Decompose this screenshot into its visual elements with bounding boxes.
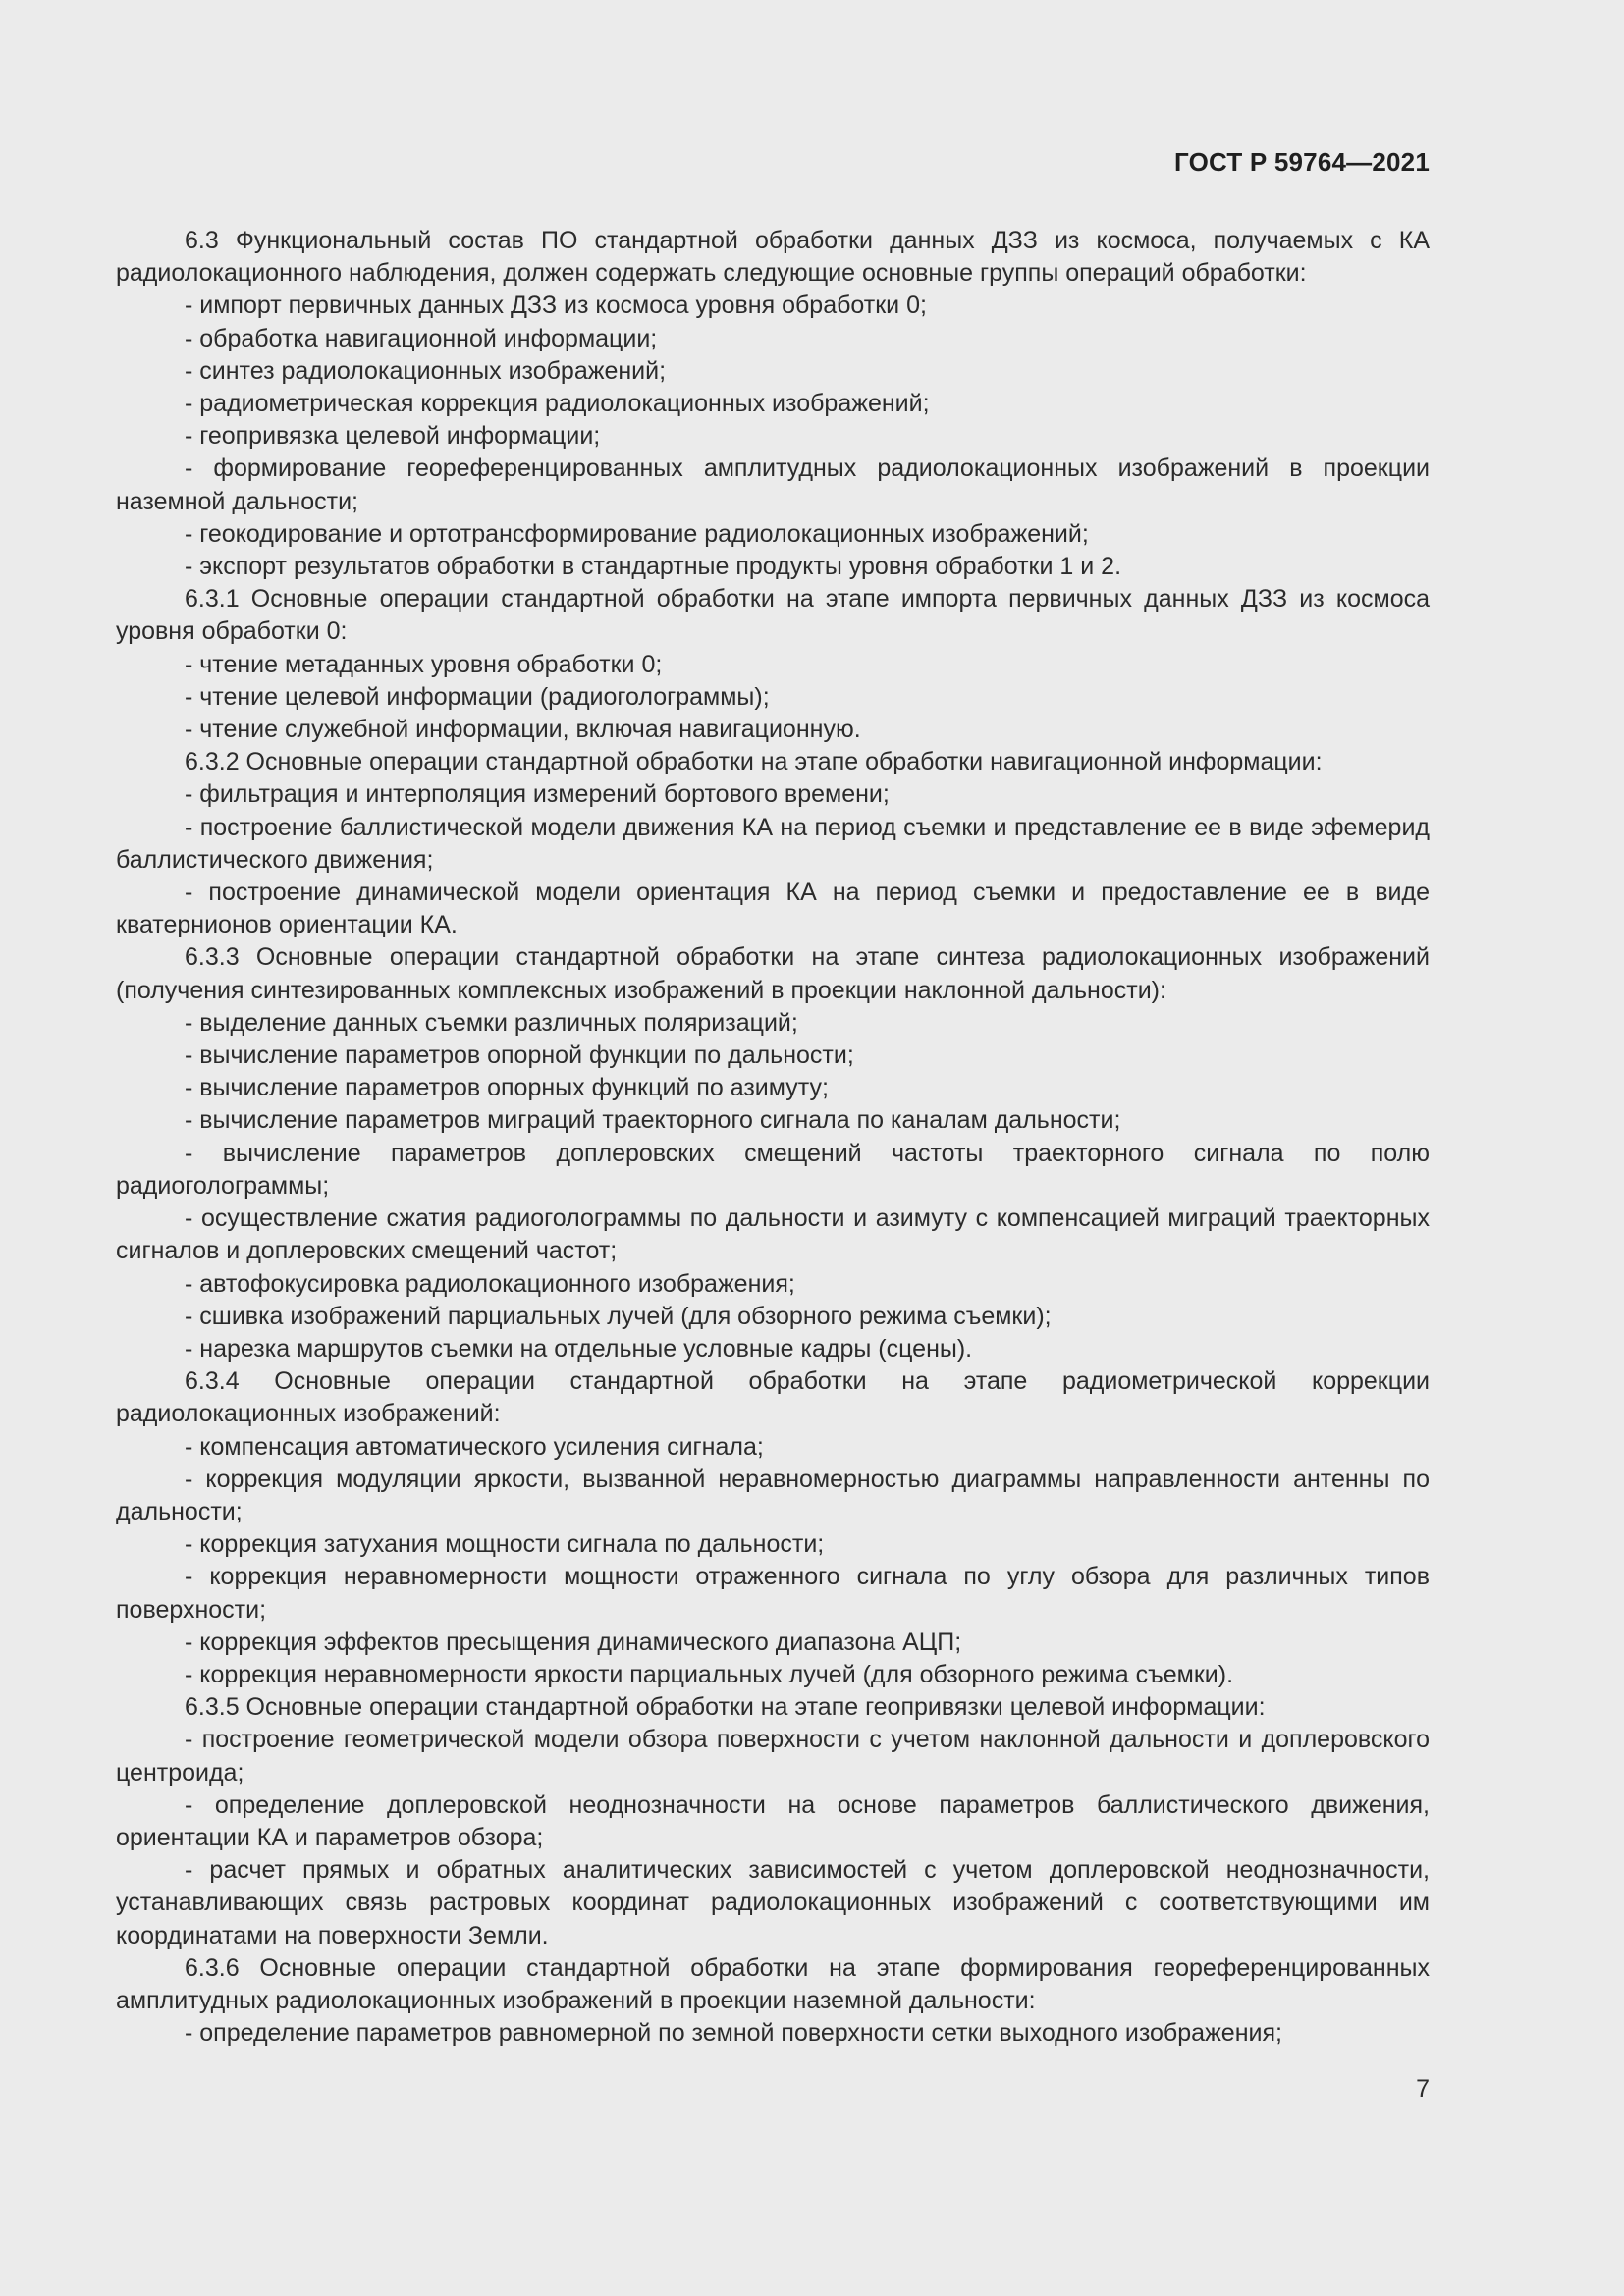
list-item: - чтение служебной информации, включая навигационную. xyxy=(185,716,861,744)
list-item: - вычисление параметров доплеровских смещений частоты траекторного сигнала по полю радиоголограммы; xyxy=(116,1139,1430,1200)
list-item: - автофокусировка радиолокационного изображения; xyxy=(185,1269,795,1298)
list-item: - коррекция эффектов пресыщения динамического диапазона АЦП; xyxy=(185,1628,962,1656)
list-item: - компенсация автоматического усиления сигнала; xyxy=(185,1432,764,1461)
list-item: - сшивка изображений парциальных лучей (для обзорного режима съемки); xyxy=(185,1302,1052,1330)
list-item: - геопривязка целевой информации; xyxy=(185,422,601,451)
section-paragraph: 6.3.4 Основные операции стандартной обработки на этапе радиометрической коррекции радиолокационных изображений: xyxy=(116,1367,1430,1428)
page-number: 7 xyxy=(1416,2075,1430,2103)
list-item: - синтез радиолокационных изображений; xyxy=(185,356,667,385)
list-item: - вычисление параметров опорной функции по дальности; xyxy=(185,1041,854,1070)
body-text xyxy=(116,225,1430,2050)
standard-header: ГОСТ Р 59764—2021 xyxy=(1174,147,1430,177)
list-item: - коррекция затухания мощности сигнала по дальности; xyxy=(185,1530,825,1559)
list-item: - коррекция модуляции яркости, вызванной неравномерностью диаграммы направленности антенны по дальности; xyxy=(116,1465,1430,1525)
section-paragraph: 6.3.1 Основные операции стандартной обработки на этапе импорта первичных данных ДЗЗ из космоса уровня обработки 0: xyxy=(116,585,1430,646)
list-item: - коррекция неравномерности мощности отраженного сигнала по углу обзора для различных типов поверхности; xyxy=(116,1563,1430,1624)
list-item: - экспорт результатов обработки в стандартные продукты уровня обработки 1 и 2. xyxy=(185,553,1122,581)
list-item: - формирование геореференцированных амплитудных радиолокационных изображений в проекции наземной дальности; xyxy=(116,454,1430,515)
list-item: - выделение данных съемки различных поляризаций; xyxy=(185,1008,798,1037)
section-paragraph: 6.3.6 Основные операции стандартной обработки на этапе формирования геореференцированных амплитудных радиолокационных изображений в проекции наземной дальности: xyxy=(116,1953,1430,2014)
list-item: - нарезка маршрутов съемки на отдельные условные кадры (сцены). xyxy=(185,1334,973,1362)
list-item: - определение доплеровской неоднозначности на основе параметров баллистического движения, ориентации КА и параметров обзора; xyxy=(116,1790,1430,1851)
list-item: - построение динамической модели ориентация КА на период съемки и предоставление ее в виде кватернионов ориентации КА. xyxy=(116,879,1430,939)
list-item: - обработка навигационной информации; xyxy=(185,324,658,352)
list-item: - построение геометрической модели обзора поверхности с учетом наклонной дальности и доплеровского центроида; xyxy=(116,1726,1430,1787)
list-item: - коррекция неравномерности яркости парциальных лучей (для обзорного режима съемки). xyxy=(185,1660,1234,1688)
paragraph: 6.3 Функциональный состав ПО стандартной обработки данных ДЗЗ из космоса, получаемых с КА радиолокационного наблюдения, должен содержать следующие основные группы операций обработки: xyxy=(116,227,1430,288)
list-item: - чтение целевой информации (радиоголограммы); xyxy=(185,682,770,711)
list-item: - фильтрация и интерполяция измерений бортового времени; xyxy=(185,780,890,809)
list-item: - геокодирование и ортотрансформирование радиолокационных изображений; xyxy=(185,519,1089,548)
section-paragraph: 6.3.5 Основные операции стандартной обработки на этапе геопривязки целевой информации: xyxy=(185,1693,1266,1722)
list-item: - импорт первичных данных ДЗЗ из космоса уровня обработки 0; xyxy=(185,292,927,320)
list-item: - вычисление параметров опорных функций по азимуту; xyxy=(185,1074,829,1102)
list-item: - чтение метаданных уровня обработки 0; xyxy=(185,650,663,678)
list-item: - радиометрическая коррекция радиолокационных изображений; xyxy=(185,390,930,418)
list-item: - определение параметров равномерной по земной поверхности сетки выходного изображения; xyxy=(185,2019,1282,2048)
list-item: - расчет прямых и обратных аналитических зависимостей с учетом доплеровской неоднозначности, устанавливающих связь растровых координат радиолокационных изображений с соответствующими им координатами на поверхности Земли. xyxy=(116,1856,1430,1949)
list-item: - вычисление параметров миграций траекторного сигнала по каналам дальности; xyxy=(185,1106,1121,1135)
section-paragraph: 6.3.3 Основные операции стандартной обработки на этапе синтеза радиолокационных изображений (получения синтезированных комплексных изображений в проекции наклонной дальности): xyxy=(116,943,1430,1004)
list-item: - осуществление сжатия радиоголограммы по дальности и азимуту с компенсацией миграций траекторных сигналов и доплеровских смещений частот; xyxy=(116,1204,1430,1265)
section-paragraph: 6.3.2 Основные операции стандартной обработки на этапе обработки навигационной информации: xyxy=(185,748,1323,776)
list-item: - построение баллистической модели движения КА на период съемки и представление ее в виде эфемерид баллистического движения; xyxy=(116,813,1430,874)
